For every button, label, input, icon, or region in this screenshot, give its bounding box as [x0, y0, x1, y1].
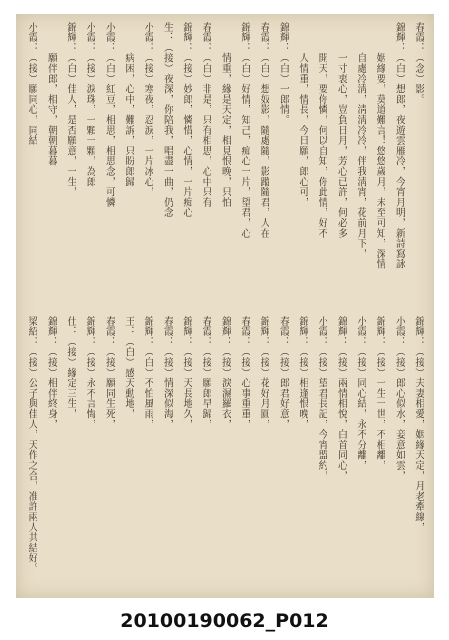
- lower-text-line: 小霞：（接）同心結，永不分離，: [354, 316, 366, 471]
- upper-text-line: 錦輝：（白）好情，知己，痴心一片，望君，心: [238, 22, 250, 239]
- lower-text-line: 錦輝：（接）天長地久，: [180, 316, 192, 430]
- lower-text-line: 錦輝：（白）不怕風雨，: [142, 316, 154, 430]
- upper-text-line: 自處冷淸，淸淸冷冷，伴我淸宵，花前月下，: [354, 22, 366, 259]
- upper-text-line: 春霞：（念）影。: [412, 22, 424, 105]
- lower-text-block: [22, 316, 428, 588]
- upper-text-line: 情重，緣是天定，相見恨晚，只怕: [219, 22, 231, 208]
- lower-text-line: 春霞：（接）心事重重，: [238, 316, 250, 430]
- lower-text-line: 春霞：（接）情深似海，: [161, 316, 173, 430]
- upper-text-line: 開天，要你憐，何以自知，你此情，好不: [316, 22, 328, 239]
- lower-text-line: 錦輝：（接）花好月圓，: [258, 316, 270, 430]
- lower-text-line: 春霞：（接）郎君好意，: [277, 316, 289, 430]
- lower-text-line: 錦輝：（接）淚濕羅衣，: [219, 316, 231, 430]
- upper-text-line: 小霞：（接）淚珠，一顆一顆，為郎: [84, 22, 96, 187]
- upper-text-line: 錦輝：（接）妙郎，憐惜，心情，一片痴心: [180, 22, 192, 218]
- lower-text-line: 錦輝：（接）永不言悔，: [84, 316, 96, 430]
- upper-text-line: 春霞：（白）想奴影，隨處隨，影蹤隨君，人在: [258, 22, 270, 239]
- upper-text-line: 一寸衷心，豈負日月，芳心已許，何必多: [335, 22, 347, 239]
- image-caption: 20100190062_P012: [120, 610, 329, 632]
- lower-text-line: 錦輝：（接）兩情相悅，白首同心，: [335, 316, 347, 481]
- upper-text-line: 錦輝：（白）佳人，是否願意，一生，: [64, 22, 76, 198]
- upper-text-line: 病困，心中，難訴，只盼郎歸: [122, 22, 134, 187]
- upper-text-block: [22, 22, 428, 314]
- upper-text-line: 錦輝：（白）想郎，夜遊雲雁冷，今宵月明，新詩寫詠: [393, 22, 405, 270]
- lower-text-line: 錦輝：（接）相逢恨晚，: [296, 316, 308, 430]
- lower-text-line: 梁紹：（接）公子與佳人，天作之合，准許兩人共結好。: [26, 316, 38, 574]
- scanned-page: [16, 14, 434, 598]
- lower-text-line: 春霞：（接）願郎早歸，: [200, 316, 212, 430]
- upper-text-line: 小霞：（白）紅豆，相思，相思念，可憐: [103, 22, 115, 208]
- lower-text-line: 錦輝：（接）一生一世，不相離，: [374, 316, 386, 471]
- upper-text-line: 小霞：（接）寒夜，忍淚，一片冰心，: [142, 22, 154, 198]
- lower-text-line: 王：（白）感天動地，: [122, 316, 134, 419]
- upper-text-line: 人情重，情長，今日願，郎心可，: [296, 22, 308, 208]
- lower-text-line: 小霞：（接）郎心似水，妾意如雲，: [393, 316, 405, 481]
- lower-text-line: 錦輝：（接）相伴終身，: [45, 316, 57, 430]
- upper-text-line: 姻緣要，莫道難言！悠悠歲月，未至可知，深情: [374, 22, 386, 270]
- upper-text-line: 小霞：（接）願同心，同結: [26, 22, 38, 146]
- lower-text-line: 錦輝：（接）夫妻相愛，姻緣天定，月老牽線，: [412, 316, 424, 533]
- upper-text-line: 願伴郎，相守，朝朝暮暮: [45, 22, 57, 167]
- upper-text-line: 生：（接）夜深，你陪我，唱盡一曲，仍念: [161, 22, 173, 218]
- upper-text-line: 春霞：（白）非是，只有相思，心中只有: [200, 22, 212, 208]
- lower-text-line: 春霞：（接）願同生死，: [103, 316, 115, 430]
- lower-text-line: 仕：（接）緣定三生，: [64, 316, 76, 419]
- lower-text-line: 小霞：（接）望君長記，今宵盟約，: [316, 316, 328, 481]
- upper-text-line: 錦輝：（白）一郎情。: [277, 22, 289, 125]
